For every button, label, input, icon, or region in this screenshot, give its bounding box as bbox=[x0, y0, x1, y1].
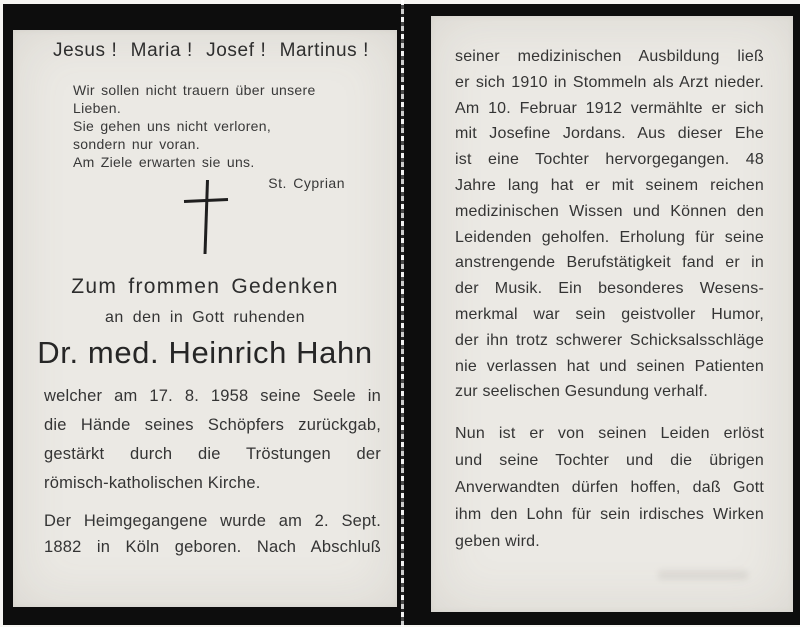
body-line: mit Josefine Jordans. Aus dieser Ehe bbox=[455, 125, 764, 143]
invocation-word: Jesus ! bbox=[53, 40, 118, 61]
body-line: merkmal war sein geistvoller Humor, bbox=[455, 305, 764, 323]
body-line: anstrengende Berufstätigkeit fand er in bbox=[455, 254, 764, 272]
invocation-word: Maria ! bbox=[130, 40, 193, 61]
body-line: seiner medizinischen Ausbildung ließ bbox=[455, 48, 764, 65]
left-body-paragraph-1 bbox=[44, 382, 381, 498]
body-line: der Musik. Ein besonderes Wesens- bbox=[455, 280, 764, 298]
body-line: Der Heimgegangene wurde am 2. Sept. bbox=[44, 512, 381, 530]
body-line: geben wird. bbox=[455, 533, 540, 550]
body-line: Jahre lang hat er mit seinem reichen bbox=[455, 176, 764, 194]
body-line: Am 10. Februar 1912 vermählte er sich bbox=[455, 99, 764, 117]
quote-line: Sie gehen uns nicht verloren, bbox=[73, 118, 272, 134]
body-line: Leidenden geholfen. Erholung für seine bbox=[455, 228, 764, 246]
body-line: ist eine Tochter hervorgegangen. 48 bbox=[455, 151, 764, 169]
quote-block bbox=[73, 81, 357, 192]
memorial-subheading: an den in Gott ruhenden bbox=[104, 309, 306, 326]
scan-smudge bbox=[658, 570, 748, 580]
body-line: 1882 in Köln geboren. Nach Abschluß bbox=[44, 538, 381, 556]
body-line: und seine Tochter und die übrigen bbox=[455, 452, 764, 469]
left-body-paragraph-2 bbox=[44, 508, 381, 560]
body-line: er sich 1910 in Stommeln als Arzt nieder. bbox=[455, 73, 764, 91]
cross-icon bbox=[180, 178, 232, 256]
body-line: die Hände seines Schöpfers zurückgab, bbox=[44, 416, 381, 434]
quote-line: Am Ziele erwarten sie uns. bbox=[73, 154, 255, 170]
deceased-name: Dr. med. Heinrich Hahn bbox=[37, 335, 373, 370]
body-line: der ihn trotz schwerer Schicksalsschläge bbox=[455, 331, 764, 349]
right-body-paragraph-1 bbox=[455, 44, 764, 405]
invocation-word: Josef ! bbox=[206, 40, 267, 61]
body-line: Nun ist er von seinen Leiden erlöst bbox=[455, 425, 764, 442]
body-line: nie verlassen hat und seinen Patienten bbox=[455, 357, 764, 375]
body-line: römisch-katholischen Kirche. bbox=[44, 474, 261, 492]
body-line: Anverwandten dürfen hoffen, daß Gott bbox=[455, 479, 764, 496]
invocation-line bbox=[53, 40, 369, 62]
page-divider bbox=[401, 0, 404, 627]
quote-line: Wir sollen nicht trauern über unsere Lieben. bbox=[73, 82, 316, 116]
body-line: zur seelischen Gesundung verhalf. bbox=[455, 383, 708, 401]
invocation-word: Martinus ! bbox=[279, 40, 369, 61]
body-line: gestärkt durch die Tröstungen der bbox=[44, 445, 381, 463]
quote-attribution: St. Cyprian bbox=[268, 175, 345, 191]
right-page bbox=[431, 16, 793, 612]
body-line: medizinischen Wissen und Können den bbox=[455, 202, 764, 220]
quote-line: sondern nur voran. bbox=[73, 136, 200, 152]
right-body-paragraph-2 bbox=[455, 420, 764, 555]
body-line: welcher am 17. 8. 1958 seine Seele in bbox=[44, 387, 381, 405]
body-line: ihm den Lohn für sein irdisches Wirken bbox=[455, 506, 764, 523]
memorial-heading: Zum frommen Gedenken bbox=[71, 275, 339, 298]
left-page bbox=[13, 30, 397, 607]
